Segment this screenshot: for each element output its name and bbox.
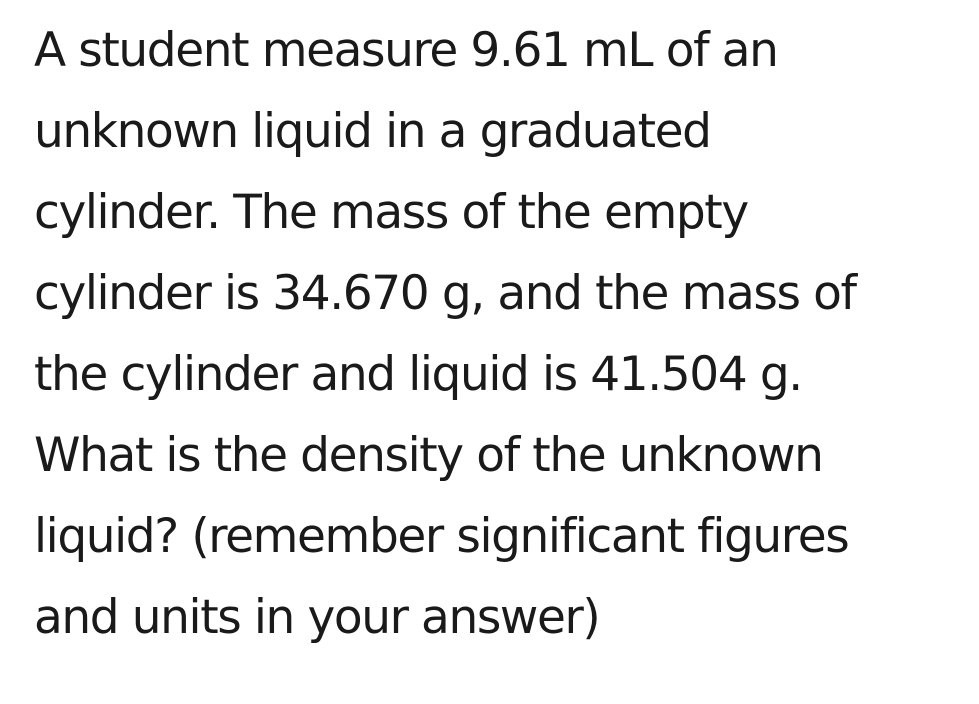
question-line: and units in your answer) [34, 590, 600, 645]
question-line: What is the density of the unknown [34, 428, 823, 483]
question-line: cylinder. The mass of the empty [34, 185, 748, 240]
question-text [34, 10, 974, 658]
question-line: liquid? (remember significant figures [34, 509, 849, 564]
question-line: unknown liquid in a graduated [34, 104, 711, 159]
question-line: the cylinder and liquid is 41.504 g. [34, 347, 802, 402]
question-line: A student measure 9.61 mL of an [34, 23, 778, 78]
question-line: cylinder is 34.670 g, and the mass of [34, 266, 856, 321]
